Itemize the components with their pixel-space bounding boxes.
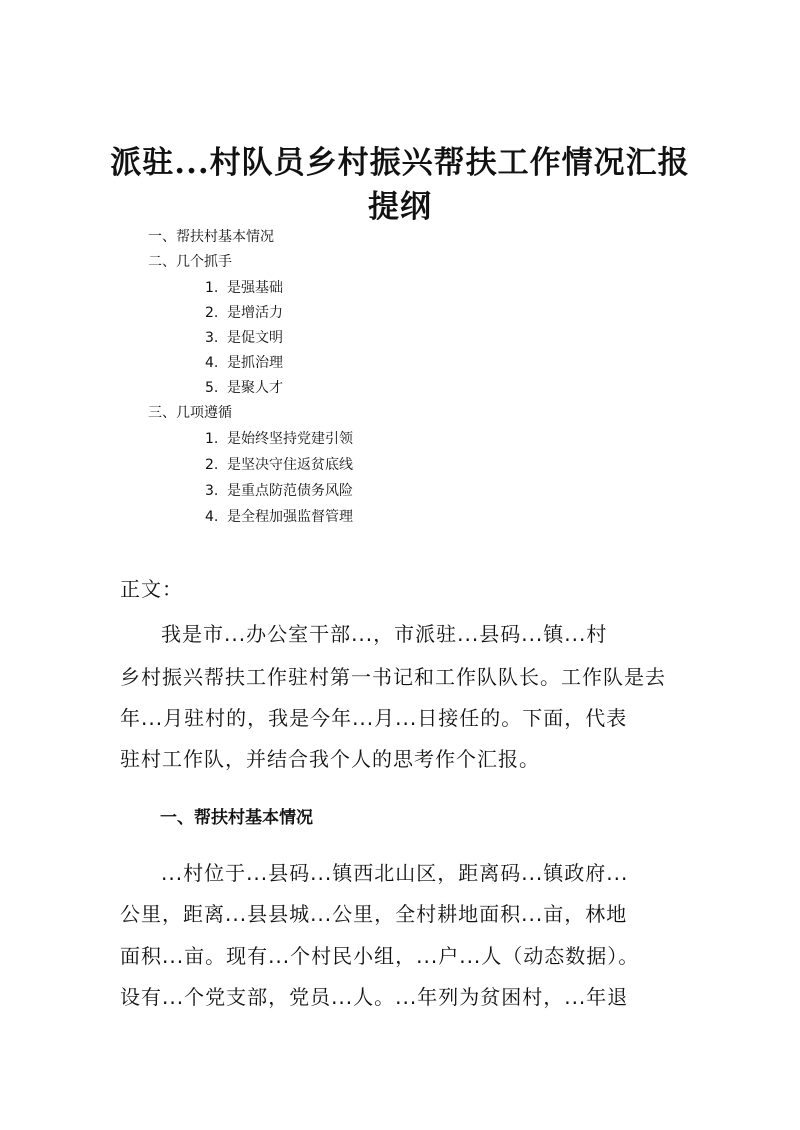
item-text: 是聚人才 — [227, 380, 283, 396]
outline-section-3-item — [205, 509, 353, 525]
outline-section-3-item — [205, 457, 353, 473]
item-number: 4. — [205, 509, 219, 525]
outline-section-3-item — [205, 483, 353, 499]
item-text: 是重点防范债务风险 — [227, 483, 353, 499]
item-text: 是始终坚持党建引领 — [227, 431, 353, 447]
item-text: 是抓治理 — [227, 355, 283, 371]
body-label: 正文： — [120, 577, 183, 601]
outline-section-2-item — [205, 305, 283, 321]
outline-section-3: 三、几项遵循 — [148, 405, 232, 421]
item-number: 2. — [205, 305, 219, 321]
body-intro-line: 年...月驻村的，我是今年...月...日接任的。下面，代表 — [120, 706, 628, 730]
outline-section-2: 二、几个抓手 — [148, 254, 232, 270]
item-text: 是坚决守住返贫底线 — [227, 457, 353, 473]
section-heading-1: 一、帮扶村基本情况 — [160, 808, 313, 828]
outline-section-2-item — [205, 280, 283, 296]
outline-section-2-item — [205, 355, 283, 371]
outline-section-2-item — [205, 380, 283, 396]
outline-section-1: 一、帮扶村基本情况 — [148, 229, 274, 245]
document-title-line-2: 提纲 — [368, 189, 432, 225]
outline-section-2-item — [205, 330, 283, 346]
body-paragraph-line: 设有...个党支部，党员...人。...年列为贫困村，...年退 — [120, 985, 629, 1009]
item-number: 4. — [205, 355, 219, 371]
body-paragraph-line: ...村位于...县码...镇西北山区，距离码...镇政府... — [161, 861, 629, 885]
body-paragraph-line: 面积...亩。现有...个村民小组，...户...人（动态数据）。 — [120, 944, 640, 968]
body-intro-line: 乡村振兴帮扶工作驻村第一书记和工作队队长。工作队是去 — [120, 665, 666, 689]
item-text: 是促文明 — [227, 330, 283, 346]
body-intro-line: 我是市...办公室干部...，市派驻...县码...镇...村 — [161, 622, 608, 646]
outline-section-3-item — [205, 431, 353, 447]
document-title-line-1: 派驻...村队员乡村振兴帮扶工作情况汇报 — [110, 145, 690, 181]
item-text: 是增活力 — [227, 305, 283, 321]
body-intro-line: 驻村工作队，并结合我个人的思考作个汇报。 — [120, 747, 540, 771]
item-number: 2. — [205, 457, 219, 473]
item-number: 3. — [205, 483, 219, 499]
item-number: 3. — [205, 330, 219, 346]
item-number: 1. — [205, 431, 219, 447]
item-number: 1. — [205, 280, 219, 296]
item-text: 是全程加强监督管理 — [227, 509, 353, 525]
item-text: 是强基础 — [227, 280, 283, 296]
body-paragraph-line: 公里，距离...县县城...公里，全村耕地面积...亩，林地 — [120, 902, 628, 926]
item-number: 5. — [205, 380, 219, 396]
